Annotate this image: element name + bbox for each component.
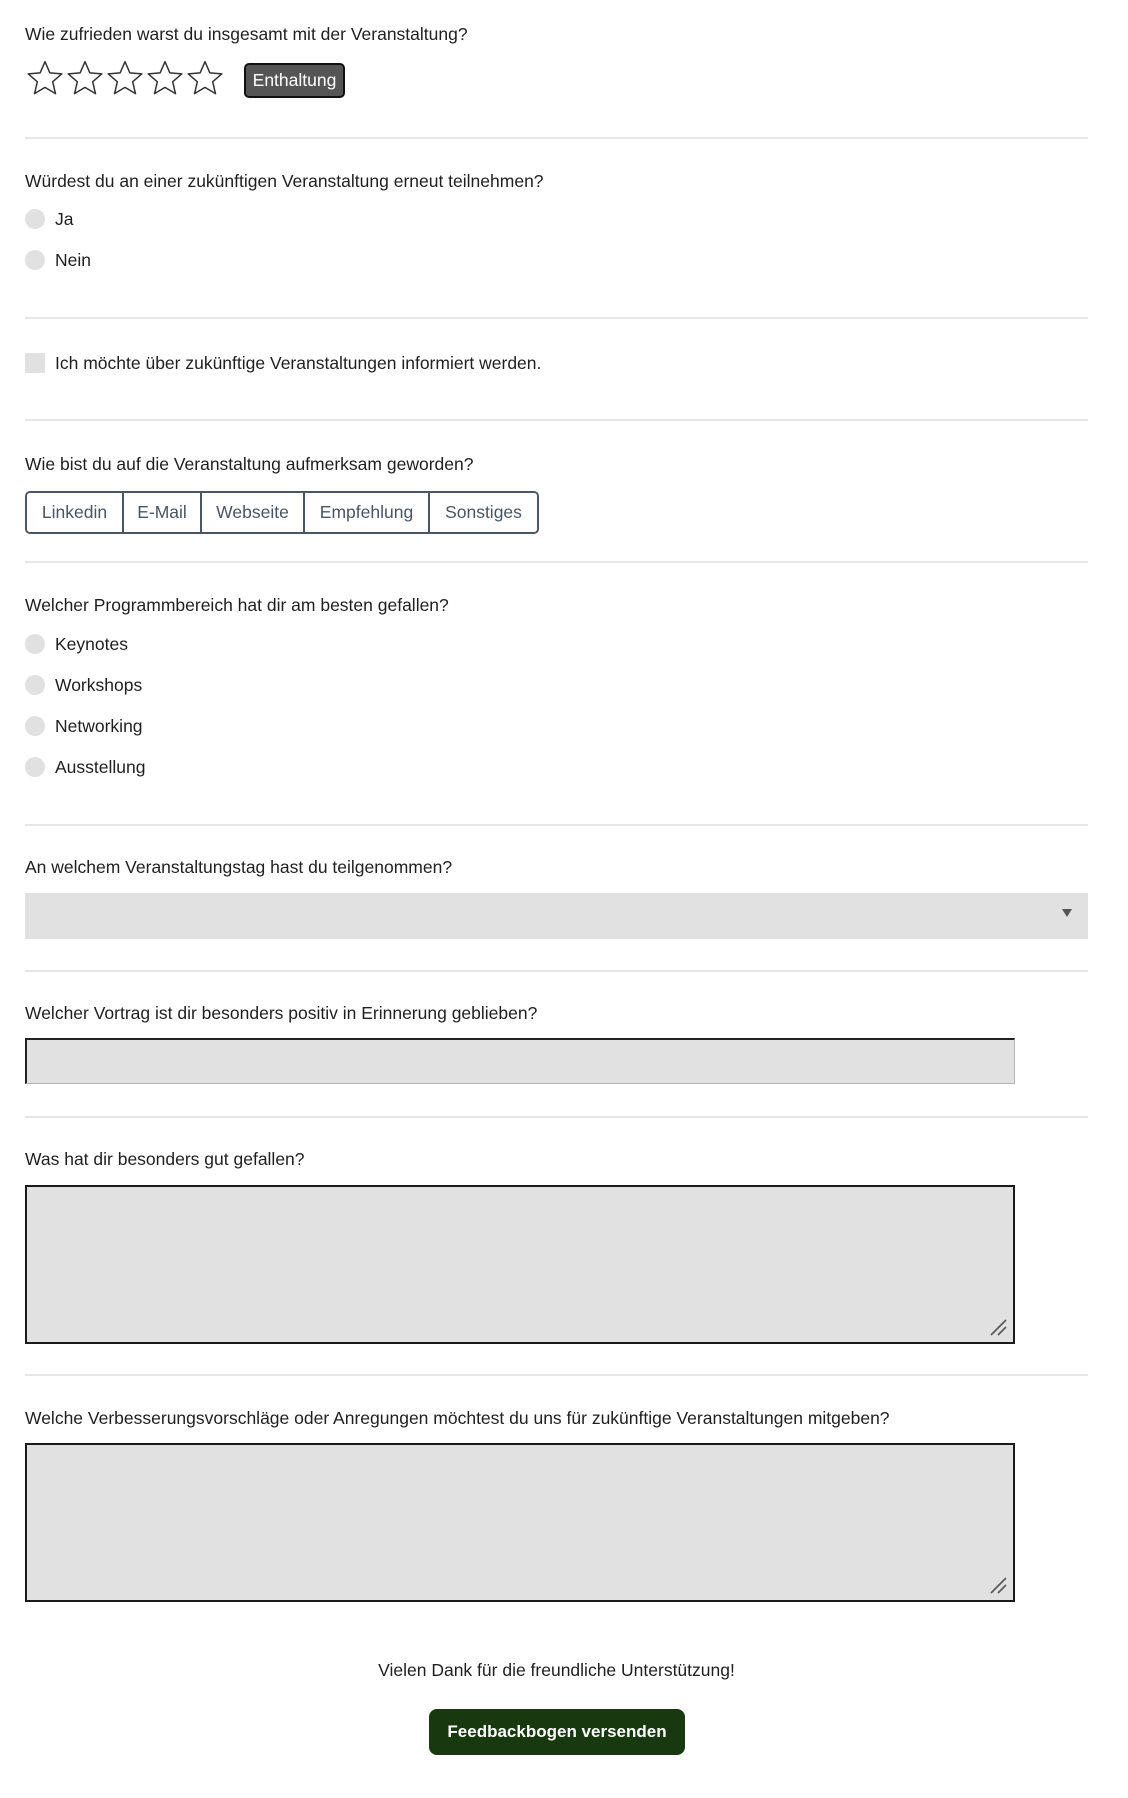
talk-question: Welcher Vortrag ist dir besonders positiv in Erinnerung geblieben?: [25, 1003, 538, 1023]
submit-button[interactable]: Feedbackbogen versenden: [429, 1709, 685, 1755]
radio-button[interactable]: [25, 716, 45, 736]
radio-label: Networking: [55, 715, 143, 736]
divider: [25, 1116, 1088, 1118]
radio-option-keynotes[interactable]: [25, 631, 128, 657]
newsletter-checkbox[interactable]: [25, 353, 45, 373]
star-icon-2[interactable]: [65, 58, 105, 98]
source-option-webseite[interactable]: Webseite: [200, 493, 303, 532]
event-day-select[interactable]: [25, 893, 1088, 939]
rating-question: Wie zufrieden warst du insgesamt mit der Veranstaltung?: [25, 24, 468, 44]
star-rating: [25, 56, 225, 100]
divider: [25, 970, 1088, 972]
caret-down-icon: [1062, 909, 1072, 917]
star-icon-4[interactable]: [145, 58, 185, 98]
divider: [25, 419, 1088, 421]
source-question: Wie bist du auf die Veranstaltung aufmerksam geworden?: [25, 454, 474, 474]
radio-option-networking[interactable]: [25, 713, 143, 739]
source-button-group: [25, 491, 539, 534]
radio-button[interactable]: [25, 250, 45, 270]
program-question: Welcher Programmbereich hat dir am besten gefallen?: [25, 595, 449, 615]
resize-grip-icon[interactable]: [989, 1318, 1007, 1336]
liked-question: Was hat dir besonders gut gefallen?: [25, 1149, 305, 1169]
radio-button[interactable]: [25, 209, 45, 229]
suggestions-textarea[interactable]: [25, 1443, 1015, 1602]
radio-button[interactable]: [25, 675, 45, 695]
event-day-question: An welchem Veranstaltungstag hast du teilgenommen?: [25, 857, 453, 877]
radio-label: Workshops: [55, 674, 143, 695]
abstain-button[interactable]: Enthaltung: [244, 63, 345, 98]
star-icon-3[interactable]: [105, 58, 145, 98]
source-option-sonstiges[interactable]: Sonstiges: [428, 493, 537, 532]
source-option-linkedin[interactable]: Linkedin: [27, 493, 122, 532]
source-option-empfehlung[interactable]: Empfehlung: [303, 493, 428, 532]
divider: [25, 317, 1088, 319]
radio-label: Ja: [55, 208, 74, 229]
radio-label: Ausstellung: [55, 756, 146, 777]
star-icon-1[interactable]: [25, 58, 65, 98]
divider: [25, 137, 1088, 139]
newsletter-checkbox-row[interactable]: [25, 350, 541, 376]
attend-again-question: Würdest du an einer zukünftigen Veranstaltung erneut teilnehmen?: [25, 171, 544, 191]
resize-grip-icon[interactable]: [989, 1576, 1007, 1594]
radio-option-ausstellung[interactable]: [25, 754, 145, 780]
radio-label: Keynotes: [55, 633, 128, 654]
radio-option-workshops[interactable]: [25, 672, 142, 698]
thank-you-text: Vielen Dank für die freundliche Unterstützung!: [378, 1660, 735, 1680]
radio-label: Nein: [55, 249, 91, 270]
radio-option-ja[interactable]: [25, 206, 73, 232]
newsletter-label: Ich möchte über zukünftige Veranstaltungen informiert werden.: [55, 352, 542, 373]
talk-input[interactable]: [25, 1038, 1015, 1084]
source-option-email[interactable]: E-Mail: [122, 493, 200, 532]
divider: [25, 824, 1088, 826]
liked-textarea[interactable]: [25, 1185, 1015, 1344]
star-icon-5[interactable]: [185, 58, 225, 98]
divider: [25, 1374, 1088, 1376]
radio-option-nein[interactable]: [25, 247, 91, 273]
suggestions-question: Welche Verbesserungsvorschläge oder Anregungen möchtest du uns für zukünftige Veranstaltungen mitgeben?: [25, 1408, 890, 1428]
radio-button[interactable]: [25, 757, 45, 777]
radio-button[interactable]: [25, 634, 45, 654]
divider: [25, 561, 1088, 563]
